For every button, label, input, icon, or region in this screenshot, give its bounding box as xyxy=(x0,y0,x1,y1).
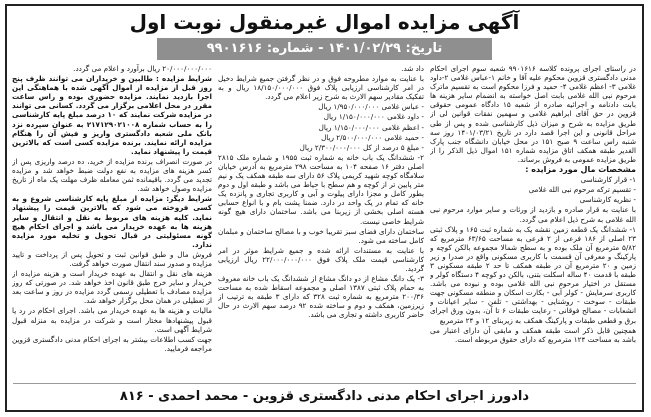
notice-paragraph: داد شد. xyxy=(401,64,424,73)
notice-paragraph: - نظریه کارشناسی xyxy=(579,195,636,205)
notice-paragraph: همچنین قابل ذکر است طبقه همکف و مابقی آن دارای اعتبار می باشد به مساحت ۱۲۴ مترمربع که دارای حقوق مربوطه است. xyxy=(430,325,636,344)
column-middle xyxy=(218,64,424,380)
notice-paragraph: ساختمان دارای فضای سبز تقریبا خوب و با مصالح ساختمان و مبلمان کامل ساخته می شود. xyxy=(218,226,424,245)
auction-notice xyxy=(5,4,644,412)
notice-paragraph: با عنایت به مستندات ارائه شده و جمیع شرایط موثر در امر کارشناسی قیمت ملک پلاک فوق ۲۲/۰۰۰/۰۰۰/۰۰۰ ریال ارزیابی گردید. xyxy=(218,245,424,273)
notice-paragraph: شرایط مزایده : طالبین و خریداران می توانند ظرف پنج روز قبل از مزایده از اموال آگهی شده با هماهنگی این اجرا بازدید نمایند. مزایده حضوری بوده و راس ساعت مقرر در محل اعلامی برگزار می گردد. کسانی می توانند در مزایده شرکت نمایند که ۱۰ درصد مبلغ پایه کارشناسی را به حساب شماره ۲۱۷۱۲۹۰۲۱۰۰۸ به عنوان سپرده نزد بانک ملی شعبه دادگستری واریز و فیش آن را هنگام مزایده ارائه نمایند. برنده مزایده کسی است که بالاترین قیمت را پیشنهاد نماید. xyxy=(12,74,212,156)
notice-paragraph: ۱- ششدانگ یک قطعه زمین نقشه یک به شماره ثبت ۱۶۵ و پلاک ثبتی ۲۳ اصلی از ۱۸۶ فرعی از ۲ فرعی به مساحت ۶۳/۶۵ مترمربع که ۵/۸۲ مترمربع آن ملک بوده و به سطح شمالا مجموعه بالکن کوچه و پارکینگ و معرفی آن قسمت با کاربری مسکونی واقع در صدرا و زیر زمین و ۲۰ مترمربع آن در طبقه همکف تا حد ۲ طبقه مسکونی ۳ طبقه با قدمت ۴۰ ساله اسکلت بتنی، بالکن دو کوچه ۴ دستگاه کولر و مستقل در اختیار مرحوم نبی الله غلامی بوده و نبوده می باشد. کاربری سرمایش - کولر آبی - بکارت اسکان و منطقه مسکونی جهت طبقات - سوخت - روشنایی - بهداشتی - تلفن - سایر اعیانات و انشعابات - مصالح فوقانی - رعایت طبقات ۶ تا آن، بدون ورق اجرای برق و قطعی طبقات و پارکینگ همکف به زیربنای ۱۲ و ۲۴ مترمربع xyxy=(430,224,636,325)
notice-paragraph: مالیات و هزینه ها به عهده خریدار می باشد. اجرای احکام در رد یا قبول پیشنهادها مختار است و شرکت در مزایده به منزله قبول شرایط آگهی است. xyxy=(12,306,212,334)
notice-paragraph: - عباس غلامی ۱/۹۵۰/۰۰۰/۰۰۰ ریال xyxy=(318,102,424,112)
notice-paragraph: - تقسیم ترکه مرحوم نبی الله غلامی xyxy=(528,185,636,195)
column-left xyxy=(12,64,212,380)
notice-paragraph: شرایط دیگر: مزایده از مبلغ پایه کارشناسی شروع و به کسی فروخته می شود که بالاترین قیمت را پیشنهاد نماید. کلیه هزینه های مربوط به نقل و انتقال و سایر هزینه ها به عهده خریدار می باشد و اجرای احکام هیچ گونه مسئولیتی در قبال تحویل و تخلیه مورد مزایده ندارد. xyxy=(12,194,212,249)
notice-paragraph: ۱- قرار کارشناسی xyxy=(580,175,636,185)
notice-paragraph: - داود غلامی ۱/۱۵۰/۰۰۰/۰۰۰ ریال xyxy=(323,112,424,122)
notice-paragraph: - حمید غلامی ۲/۵۰۰/۰۰۰/۰۰۰ ریال xyxy=(321,132,424,142)
notice-paragraph: در صورت انصراف برنده مزایده از خرید، ده درصد واریزی پس از کسر هزینه های مزایده به نفع دولت ضبط خواهد شد و مزایده تجدید می گردد. باقیمانده ثمن معامله ظرف مهلت یک ماه از تاریخ مزایده وصول خواهد شد. xyxy=(12,156,212,194)
notice-paragraph: ۳- یک دانگ مشاع از دو دانگ مشاع از ششدانگ یک باب خانه معروف به حمام پلاک ثبتی ۱۳۸۷ اصلی و مجموعه اسقاط شده به مساحت ۲۰۰/۳۶ مترمربع به شماره ثبت ۳۲۸ که دارای ۳ طبقه به ترتیب از زیرزمین، همکف و دوم و ساخته شده ۹۲ درصد سهم الارث در حال حاضر کاربری داشته و تجاری می باشد. xyxy=(218,274,424,320)
notice-paragraph: هزینه های نقل و انتقال به عهده خریدار است و هزینه مزایده از خریدار و سایر خرج طبق قانون اخذ خواهد شد. در صورتی که روز مزایده مصادف با تعطیلی رسمی گردد مزایده در روز و ساعت بعد از تعطیلی در همان محل برگزار خواهد شد. xyxy=(12,269,212,306)
notice-paragraph: فروش مال و طبق قوانین ثبت و تحویل پس از پرداخت و تایید مزایده و صدور سند انتقال صورت خواهد گرفت. xyxy=(12,249,212,268)
notice-paragraph: - مبلغ ۵ درصد از کل ۲/۳۰۰/۰۰۰/۰۰۰ ریال xyxy=(299,142,424,152)
footer-divider xyxy=(13,383,636,384)
notice-paragraph: ۲- ششدانگ یک باب خانه به شماره ثبت ۱۹۵۵ و شماره ملک ۲۸۱۵ اصلی دفتر ۱۶ صفحه ۱۰۴ به مساحت ۲۹۸ مترمربع به آدرس خیابان سلامگاه کوچه شهید کریمی پلاک ۵۶ دارای سه طبقه همکف یک و نیم متر پایین تر از کوچه و هم سطح با حیاط می باشد و طبقه اول و دوم بطور کامل و مجزا دارای پیلوت و آبی و کاربری تجاری و پانزده یک خانه که تمام در یک واحد در دارد. ضمنا پشت بام و با انواع حسابی هسته اصلی بخشی از زیربنا می باشد. ساختمان دارای هیچ گونه شرایط خاصی نیست. xyxy=(218,152,424,226)
notice-paragraph: با عنایت به موارد مطروحه فوق و در نظر گرفتن جمیع شرایط دخیل در امر کارشناسی ارزیابی پلاک فوق ۱۸/۱۵۰/۰۰۰/۰۰۰ ریال و به تفکیک مقادیر سهم الارث به شرح زیر اعلام می گردد. xyxy=(218,74,424,102)
notice-paragraph: با عنایت به قرار صادره و بازدید از ورثات و سایر موارد مرحوم نبی الله غلامی به شرح ذیل اعلام می گردد. xyxy=(430,205,636,224)
notice-paragraph: جهت کسب اطلاعات بیشتر به اجرای احکام مدنی دادگستری قزوین مراجعه فرمایید. xyxy=(12,334,212,353)
date-number-bar: تاریخ: ۱۴۰۱/۰۲/۲۹ - شماره: ۹۹۰۱۶۱۶ xyxy=(157,38,492,60)
notice-signature: دادورز اجرای احکام مدنی دادگستری قزوین - محمد احمدی - ۸۱۶ xyxy=(119,389,530,404)
notice-paragraph: در راستای اجرای پرونده کلاسه ۹۹۰۱۶۱۶ شعبه سوم اجرای احکام مدنی دادگستری قزوین محکوم علیه آقا و خانم ۱-عباس غلامی ۲-داود غلامی ۳- اعظم غلامی ۴- حمید و فرزا محکوم است به تقسیم ماترک مرحوم نبی الله غلامی بابت اصل خواسته به انضمام سایر هزینه ها بابت دادنامه و اجرائیه صادره از شعبه ۱۵ دادگاه عمومی حقوقی قزوین در حق آقای ابراهیم غلامی و سهمین نفقات قوانین لی از طریق مزایده به شرح و میزان ذیل کارشناسی شده و پس از طی مراحل قانونی و این اجرا قصد دارد در تاریخ ۱۴۰۱/۰۳/۲۱ روز سه شنبه راس ساعت ۹ صبح ۱۵۱ در محل خیابان دانشگاه جنب پارک الغدیر طبقه همکف اتاق مزایده شماره ۱۵۱ اموال ذیل الذکر را از طریق مزایده عمومی به فروش برساند. xyxy=(430,64,636,164)
notice-paragraph: ۲۰/۰۰۰/۰۰۰/۰۰۰ ریال برآورد و اعلام می گردد. xyxy=(73,64,212,73)
column-right xyxy=(430,64,636,380)
notice-paragraph: - اعظم غلامی ۱/۱۵۰/۰۰۰/۰۰۰ ریال xyxy=(318,122,424,132)
notice-paragraph: مشخصات مال مورد مزایده : xyxy=(525,165,636,175)
notice-title: آگهی مزایده اموال غیرمنقول نوبت اول xyxy=(129,10,520,34)
